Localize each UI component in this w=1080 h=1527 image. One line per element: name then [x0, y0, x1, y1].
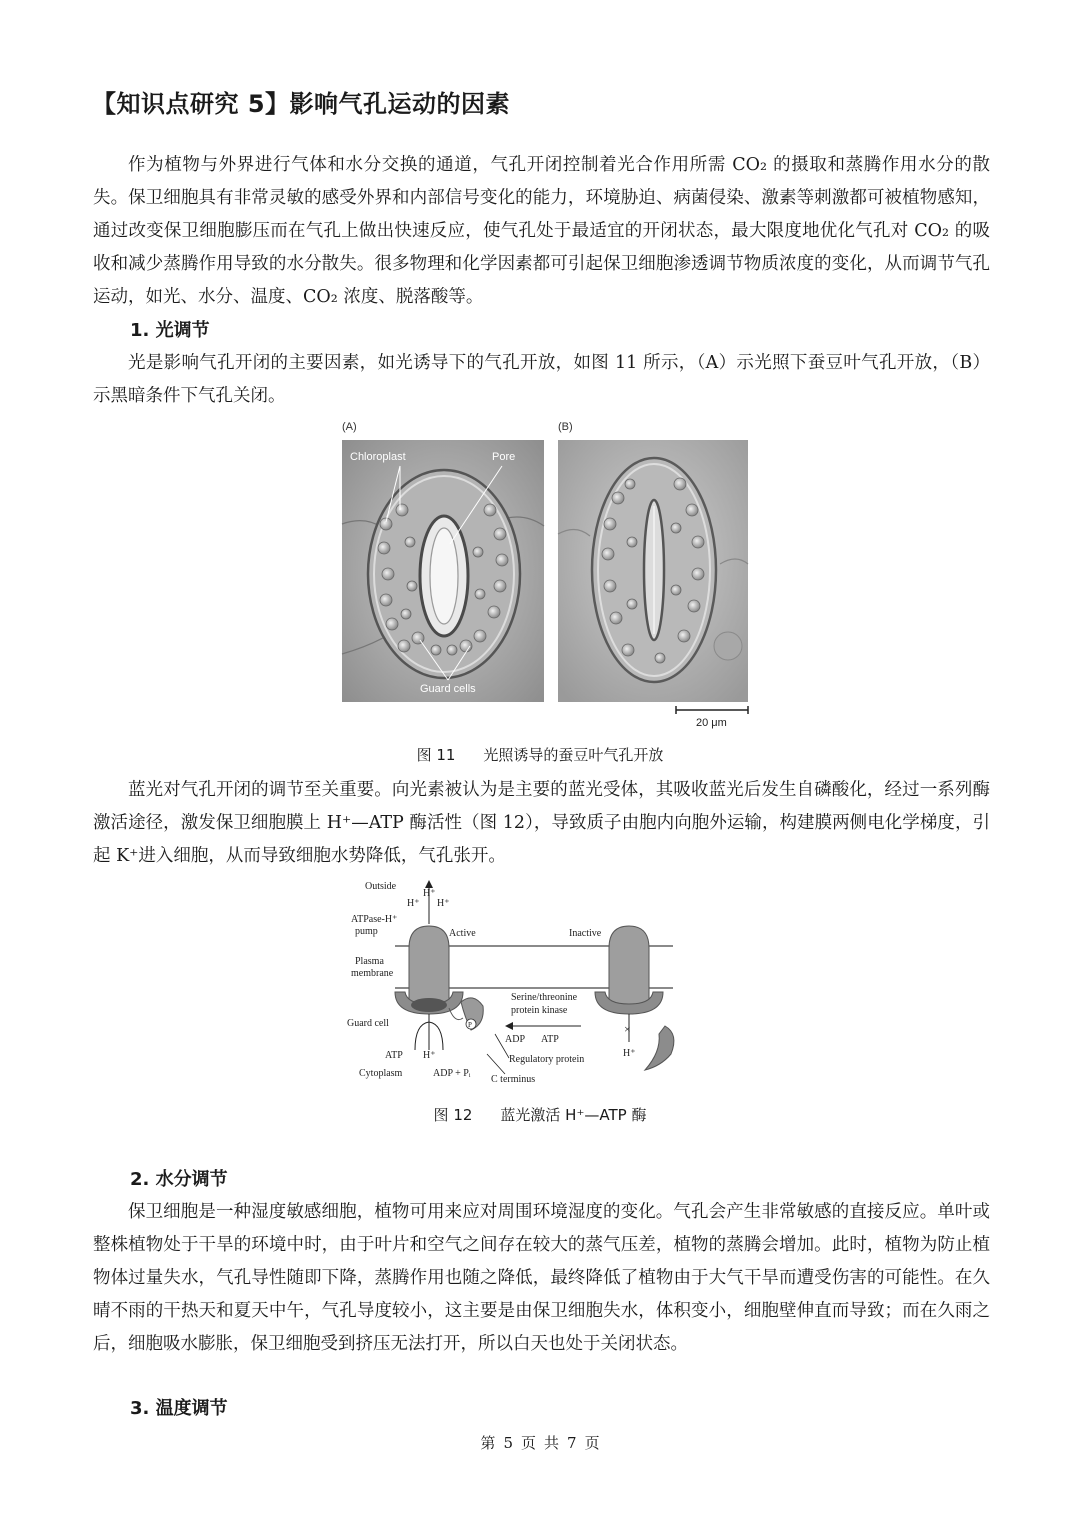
section-1-heading: 1. 光调节 — [130, 320, 210, 341]
scale-label: 20 μm — [696, 717, 727, 729]
inactive-label: Inactive — [569, 928, 602, 939]
guard-cell-label: Guard cell — [347, 1018, 389, 1029]
page-footer — [0, 1432, 1080, 1453]
plasma-label-line2: membrane — [351, 968, 394, 979]
section-1-paragraph-2: 蓝光对气孔开闭的调节至关重要。向光素被认为是主要的蓝光受体，其吸收蓝光后发生自磷酸化，经过一系列酶激活途径，激发保卫细胞膜上 H⁺—ATP 酶活性（图 12），导致质子由胞内向胞外运输，构建膜两侧电化学梯度，引起 K⁺进入细胞，从而导致细胞水势降低，气孔张开。 — [93, 780, 990, 866]
footer-page-number: 5 — [503, 1434, 513, 1452]
kinase-label-line1: Serine/threonine — [511, 992, 578, 1003]
atp-label-right: ATP — [541, 1034, 559, 1045]
figure-12-caption-number: 图 12 — [433, 1106, 473, 1124]
footer-ye2: 页 — [584, 1434, 600, 1452]
atpase-label-line1: ATPase-H⁺ — [351, 914, 398, 925]
h-plus-bottom-label: H⁺ — [423, 1050, 436, 1061]
atpase-label-line2: pump — [355, 926, 378, 937]
figure-12 — [345, 874, 685, 1088]
section-2-paragraph: 保卫细胞是一种湿度敏感细胞，植物可用来应对周围环境湿度的变化。气孔会产生非常敏感的直接反应。单叶或整株植物处于干旱的环境中时，由于叶片和空气之间存在较大的蒸气压差，植物的蒸腾会增加。此时，植物为防止植物体过量失水，气孔导性随即下降，蒸腾作用也随之降低，最终降低了植物由于大气干旱而遭受伤害的可能性。在久晴不雨的干热天和夏天中午，气孔导度较小，这主要是由保卫细胞失水，体积变小，细胞壁伸直而导致；而在久雨之后，细胞吸水膨胀，保卫细胞受到挤压无法打开，所以白天也处于关闭状态。 — [93, 1202, 990, 1354]
h-plus-inactive-label: H⁺ — [623, 1048, 636, 1059]
figure-11-panel-a — [342, 440, 544, 702]
section-2-heading: 2. 水分调节 — [130, 1169, 228, 1190]
plasma-label-line1: Plasma — [355, 956, 384, 967]
cytoplasm-label: Cytoplasm — [359, 1068, 403, 1079]
figure-11 — [340, 414, 750, 732]
footer-gong: 共 — [544, 1434, 560, 1452]
figure-11-caption-text: 光照诱导的蚕豆叶气孔开放 — [483, 746, 664, 764]
guard-cells-label: Guard cells — [420, 683, 476, 695]
atp-label-left: ATP — [385, 1050, 403, 1061]
blocked-mark: × — [624, 1022, 631, 1036]
h-plus-right-label: H⁺ — [437, 898, 450, 909]
h-plus-left-label: H⁺ — [407, 898, 420, 909]
intro-paragraph: 作为植物与外界进行气体和水分交换的通道，气孔开闭控制着光合作用所需 CO₂ 的摄取和蒸腾作用水分的散失。保卫细胞具有非常灵敏的感受外界和内部信号变化的能力，环境胁迫、病菌侵染、激素等刺激都可被植物感知，通过改变保卫细胞膨压而在气孔上做出快速反应，使气孔处于最适宜的开闭状态，最大限度地优化气孔对 CO₂ 的吸收和减少蒸腾作用导致的水分散失。很多物理和化学因素都可引起保卫细胞渗透调节物质浓度的变化，从而调节气孔运动，如光、水分、温度、CO₂ 浓度、脱落酸等。 — [93, 155, 990, 307]
figure-11-panel-a-label: (A) — [342, 421, 357, 433]
adp-pi-label: ADP + Pᵢ — [433, 1068, 471, 1079]
regulatory-protein-label: Regulatory protein — [509, 1054, 585, 1065]
figure-11-panel-b — [558, 440, 748, 702]
h-plus-top-label: H⁺ — [423, 888, 436, 899]
active-label: Active — [449, 928, 476, 939]
chloroplast-label: Chloroplast — [350, 451, 406, 463]
kinase-label-line2: protein kinase — [511, 1005, 568, 1016]
pore-label: Pore — [492, 451, 516, 463]
footer-total-pages: 7 — [567, 1434, 577, 1452]
figure-11-caption — [0, 744, 1080, 765]
outside-label: Outside — [365, 881, 397, 892]
page-title: 【知识点研究 5】影响气孔运动的因素 — [92, 90, 511, 118]
figure-11-caption-number: 图 11 — [416, 746, 456, 764]
footer-ye: 页 — [520, 1434, 536, 1452]
phosphate-label: P — [468, 1021, 472, 1029]
figure-11-panel-b-label: (B) — [558, 421, 573, 433]
footer-di: 第 — [480, 1434, 496, 1452]
figure-12-caption — [0, 1104, 1080, 1125]
adp-label: ADP — [505, 1034, 526, 1045]
c-terminus-label: C terminus — [491, 1074, 536, 1085]
section-1-paragraph-1: 光是影响气孔开闭的主要因素，如光诱导下的气孔开放，如图 11 所示，（A）示光照下蚕豆叶气孔开放，（B）示黑暗条件下气孔关闭。 — [93, 353, 990, 406]
figure-12-caption-text: 蓝光激活 H⁺—ATP 酶 — [500, 1106, 647, 1124]
section-3-heading: 3. 温度调节 — [130, 1398, 228, 1419]
